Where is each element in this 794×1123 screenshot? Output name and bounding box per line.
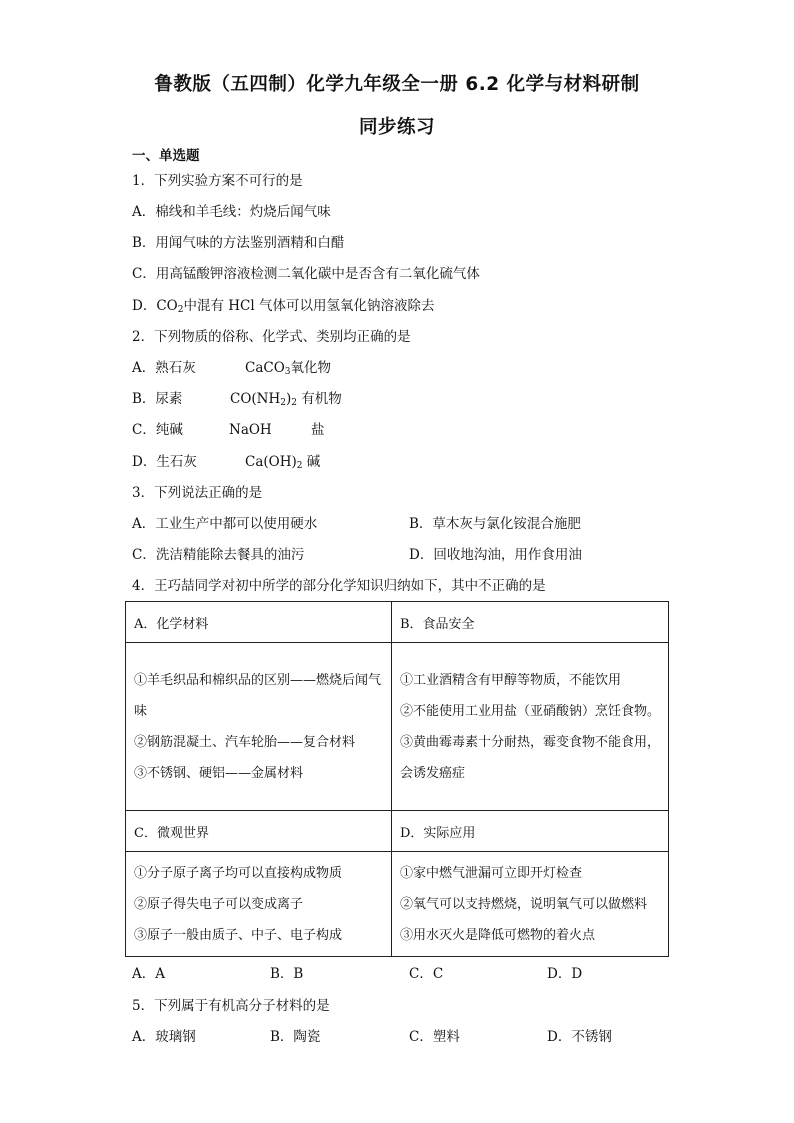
q4-option-a: A．A <box>132 966 165 982</box>
cell-c-item: ③原子一般由质子、中子、电子构成 <box>134 927 343 943</box>
q1-option-c: C．用高锰酸钾溶液检测二氧化碳中是否含有二氧化硫气体 <box>132 266 480 282</box>
q3-option-a: A．工业生产中都可以使用硬水 <box>132 516 318 532</box>
q5-stem: 5．下列属于有机高分子材料的是 <box>132 998 330 1014</box>
cell-b-item: ②不能使用工业用盐（亚硝酸钠）烹饪食物。 <box>399 703 660 719</box>
cell-a-item: ①羊毛织品和棉织品的区别——燃烧后闻气味 <box>134 672 382 719</box>
cell-c-items <box>126 852 392 957</box>
q5-option-a: A．玻璃钢 <box>132 1029 196 1045</box>
cell-c-head: C．微观世界 <box>126 811 392 852</box>
cell-b-item: ①工业酒精含有甲醇等物质，不能饮用 <box>399 672 621 688</box>
q3-option-b: B．草木灰与氯化铵混合施肥 <box>409 516 581 532</box>
q1-option-a: A．棉线和羊毛线：灼烧后闻气味 <box>132 204 331 220</box>
title-line-2: 同步练习 <box>358 117 435 138</box>
q2-c-label: C．纯碱 <box>132 422 183 438</box>
q3-stem: 3．下列说法正确的是 <box>132 485 263 501</box>
cell-b-head: B．食品安全 <box>391 602 668 643</box>
q4-option-d: D．D <box>547 966 583 982</box>
q5-option-d: D．不锈钢 <box>547 1029 612 1045</box>
cell-c-item: ①分子原子离子均可以直接构成物质 <box>134 865 343 881</box>
cell-b-items <box>391 643 668 811</box>
q2-a-formula: CaCO$_3$氧化物 <box>245 360 332 377</box>
section-heading: 一、单选题 <box>132 148 200 164</box>
cell-d-head: D．实际应用 <box>391 811 668 852</box>
q4-stem: 4．王巧喆同学对初中所学的部分化学知识归纳如下，其中不正确的是 <box>132 578 546 594</box>
knowledge-table <box>125 601 669 957</box>
cell-a-item: ②钢筋混凝土、汽车轮胎——复合材料 <box>134 734 356 750</box>
cell-d-item: ①家中燃气泄漏可立即开灯检查 <box>399 865 582 881</box>
cell-a-head: A．化学材料 <box>126 602 392 643</box>
q2-c-type: 盐 <box>311 422 325 438</box>
cell-d-items <box>391 852 668 957</box>
cell-a-item: ③不锈钢、硬铝——金属材料 <box>134 765 304 781</box>
cell-b-item: ③黄曲霉毒素十分耐热，霉变食物不能食用，会诱发癌症 <box>399 734 660 781</box>
q1-option-b: B．用闻气味的方法鉴别酒精和白醋 <box>132 235 345 251</box>
q1-option-d: D．$CO_2$中混有 HCl 气体可以用氢氧化钠溶液除去 <box>132 298 435 315</box>
q2-b-label: B．尿素 <box>132 391 183 407</box>
q2-d-formula: $Ca(OH)_2$ 碱 <box>245 454 321 471</box>
q2-c-formula: NaOH <box>229 422 272 438</box>
q5-option-b: B．陶瓷 <box>270 1029 321 1045</box>
q3-option-d: D．回收地沟油，用作食用油 <box>409 547 582 563</box>
cell-a-items <box>126 643 392 811</box>
q2-d-label: D．生石灰 <box>132 454 197 470</box>
cell-c-item: ②原子得失电子可以变成离子 <box>134 896 304 912</box>
q4-option-b: B．B <box>270 966 304 982</box>
q1-stem: 1．下列实验方案不可行的是 <box>132 173 303 189</box>
cell-d-item: ③用水灭火是降低可燃物的着火点 <box>399 927 595 943</box>
q2-stem: 2．下列物质的俗称、化学式、类别均正确的是 <box>132 329 411 345</box>
q2-b-formula: $CO(NH_2)_2$ 有机物 <box>230 391 342 408</box>
q5-option-c: C．塑料 <box>409 1029 460 1045</box>
title-line-1: 鲁教版（五四制）化学九年级全一册 6.2 化学与材料研制 <box>154 74 640 95</box>
q3-option-c: C．洗洁精能除去餐具的油污 <box>132 547 305 563</box>
q4-option-c: C．C <box>409 966 444 982</box>
cell-d-item: ②氧气可以支持燃烧，说明氧气可以做燃料 <box>399 896 647 912</box>
q2-a-label: A．熟石灰 <box>132 360 196 376</box>
